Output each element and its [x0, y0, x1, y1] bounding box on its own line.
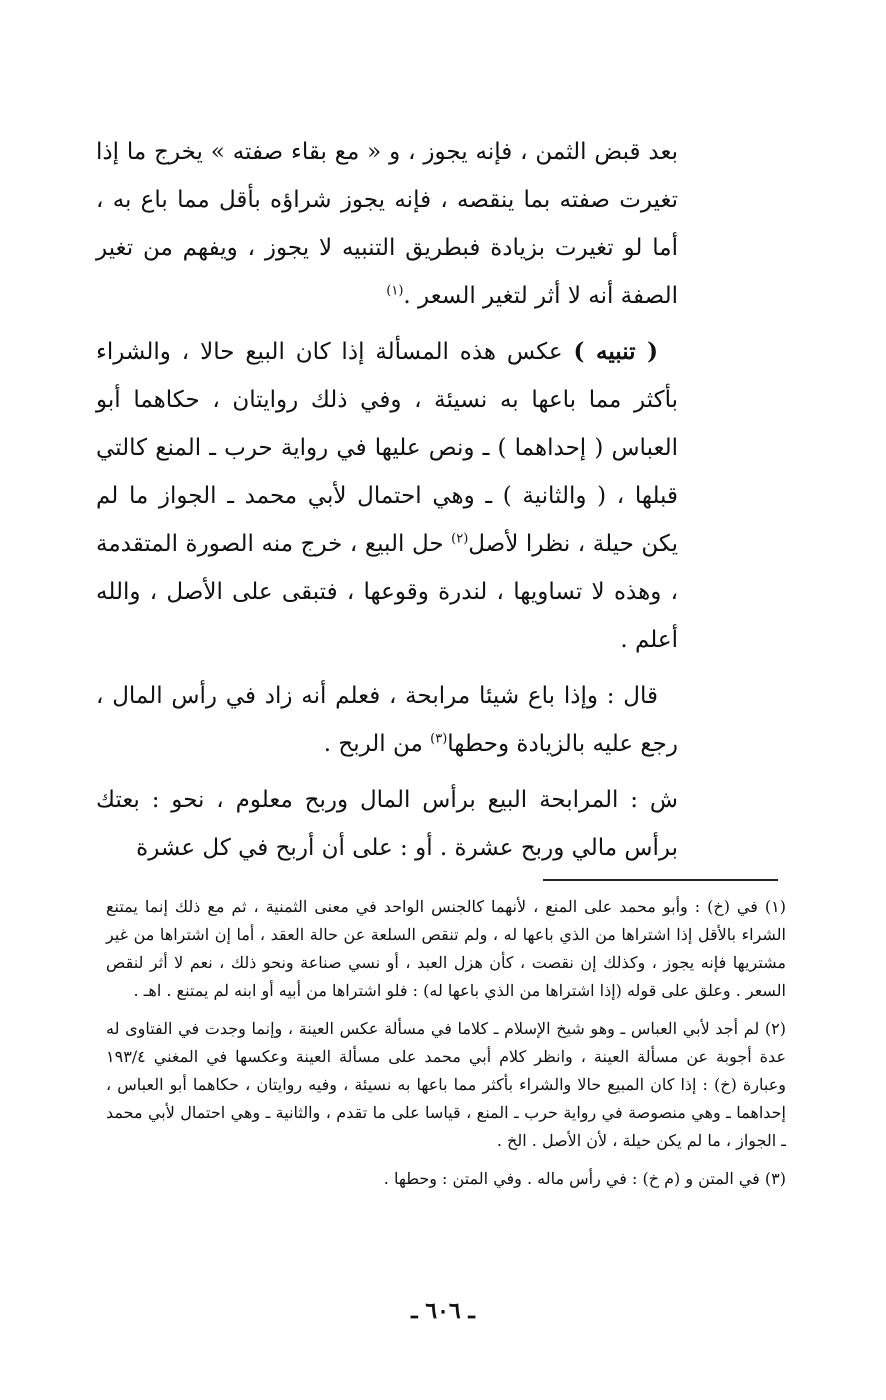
paragraph-3	[96, 672, 678, 768]
footnote-2: (٢) لم أجد لأبي العباس ـ وهو شيخ الإسلام ـ كلاما في مسألة عكس العينة ، وإنما وجدت في الفتاوى له عدة أجوبة عن مسألة العينة ، وانظر كلام أبي محمد على مسألة العينة وعكسها في المغني ١٩٣/٤ وعبارة (خ) : إذا كان المبيع حالا والشراء بأكثر مما باعها به نسيئة ، وفيه روايتان ، حكاهما أبو العباس ، إحداهما ـ وهي منصوصة في رواية حرب ـ المنع ، قياسا على ما تقدم ، والثانية ـ وهي احتمال لأبي محمد ـ الجواز ، ما لم يكن حيلة ، لأن الأصل . الخ .	[106, 1019, 786, 1150]
footnotes	[106, 893, 786, 1203]
paragraph-2	[96, 328, 678, 664]
main-text	[96, 128, 678, 880]
footnote-separator	[543, 879, 778, 881]
footnote-3: (٣) في المتن و (م خ) : في رأس ماله . وفي المتن : وحطها .	[383, 1169, 786, 1188]
paragraph-4-text: ش : المرابحة البيع برأس المال وربح معلوم ، نحو : بعتك برأس مالي وربح عشرة . أو : على أن أربح في كل عشرة	[96, 787, 678, 861]
footnote-1: (١) في (خ) : وأبو محمد على المنع ، لأنهما كالجنس الواحد في معنى الثمنية ، ثم مع ذلك إنما يمتنع الشراء بالأقل إذا اشتراها من الذي باعها له ، ولم تنقص السلعة عن حالة العقد ، أما إن اشتراها من غير مشتريها فإنه يجوز ، وكذلك إن نقصت ، كأن هزل العبد ، أو نسي صناعة ونحو ذلك ، نعم لا أثر لنقص السعر . وعلق على قوله (إذا اشتراها من الذي باعها له) : فلو اشتراها من أبيه أو ابنه لم يمتنع . اهـ .	[106, 897, 786, 1000]
note-heading: ( تنبيه )	[573, 338, 658, 365]
paragraph-2-text-b: حل البيع ، خرج منه الصورة المتقدمة ، وهذه لا تساويها ، لندرة وقوعها ، فتبقى على الأصل ، والله أعلم .	[96, 531, 678, 653]
paragraph-2-text-a: عكس هذه المسألة إذا كان البيع حالا ، والشراء بأكثر مما باعها به نسيئة ، وفي ذلك روايتان ، حكاهما أبو العباس ( إحداهما ) ـ ونص عليها في رواية حرب ـ المنع كالتي قبلها ، ( والثانية ) ـ وهي احتمال لأبي محمد ـ الجواز ما لم يكن حيلة ، نظرا لأصل	[96, 339, 678, 557]
paragraph-1-text: بعد قبض الثمن ، فإنه يجوز ، و « مع بقاء صفته » يخرج ما إذا تغيرت صفته بما ينقصه ، فإنه يجوز شراؤه بأقل مما باع به ، أما لو تغيرت بزيادة فبطريق التنبيه لا يجوز ، ويفهم من تغير الصفة أنه لا أثر لتغير السعر .	[96, 139, 678, 309]
paragraph-1	[96, 128, 678, 320]
paragraph-3-text-b: من الربح .	[323, 731, 431, 757]
paragraph-3-text-a: قال : وإذا باع شيئا مرابحة ، فعلم أنه زاد في رأس المال ، رجع عليه بالزيادة وحطها	[96, 683, 678, 757]
footnote-ref-3: (٣)	[430, 731, 448, 747]
page-number: ـ ٦٠٦ ـ	[411, 1298, 475, 1324]
footnote-ref-1: (١)	[386, 283, 404, 299]
paragraph-4	[96, 776, 678, 872]
footnote-ref-2: (٢)	[451, 531, 469, 547]
